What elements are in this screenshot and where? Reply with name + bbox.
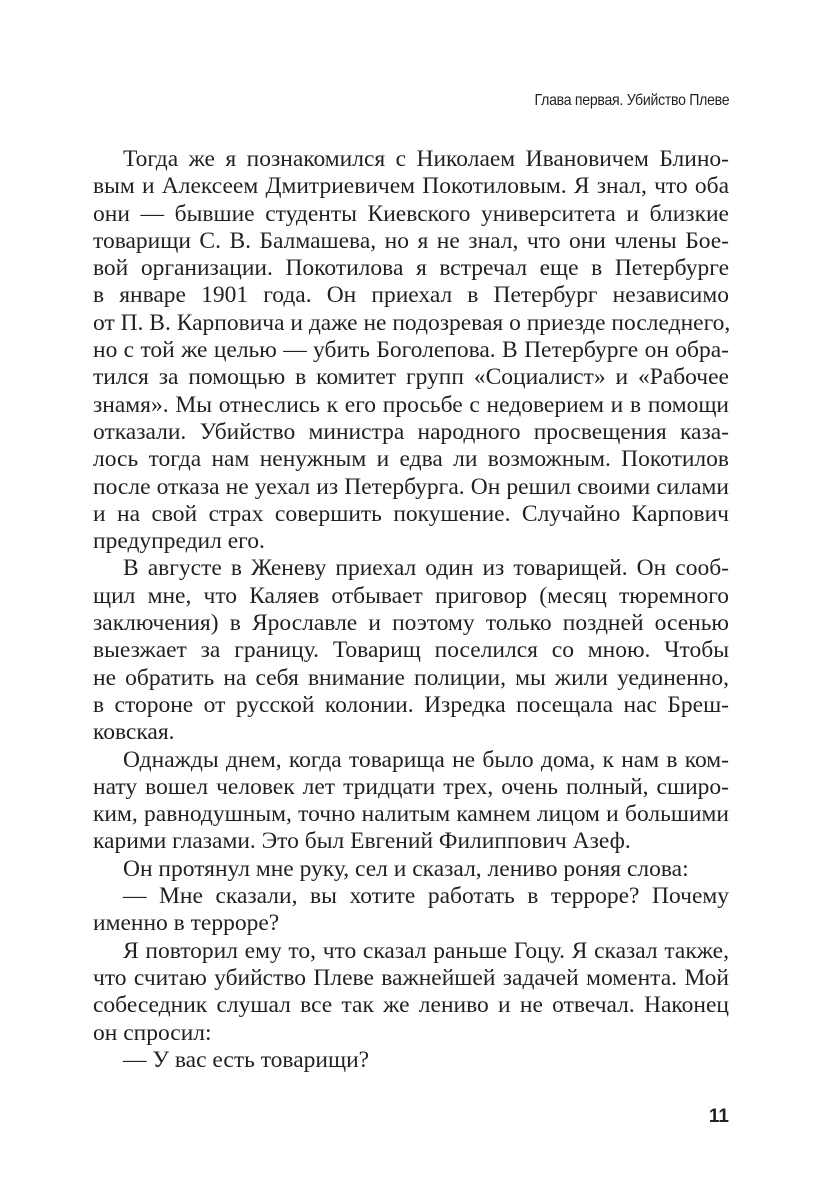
text-line: после отказа не уехал из Петербурга. Он решил своими силами: [93, 473, 729, 500]
running-header: Глава первая. Убийство Плеве: [534, 92, 729, 109]
text-line: выезжает за границу. Товарищ поселился со мною. Чтобы: [93, 637, 729, 664]
text-line: вым и Алексеем Дмитриевичем Покотиловым. Я знал, что оба: [93, 173, 729, 200]
text-line: щил мне, что Каляев отбывает приговор (месяц тюремного: [93, 582, 729, 609]
text-line: тился за помощью в комитет групп «Социалист» и «Рабочее: [93, 364, 729, 391]
body-text: [93, 146, 729, 1074]
text-line: Однажды днем, когда товарища не было дома, к нам в ком-: [123, 746, 729, 773]
text-line: Он протянул мне руку, сел и сказал, лениво роняя слова:: [123, 855, 689, 882]
paragraph: [93, 856, 729, 883]
text-line: — Мне сказали, вы хотите работать в терроре? Почему: [123, 883, 729, 910]
text-line: — У вас есть товарищи?: [123, 1046, 370, 1073]
text-line: лось тогда нам ненужным и едва ли возможным. Покотилов: [93, 446, 729, 473]
text-line: Я повторил ему то, что сказал раньше Гоцу. Я сказал также,: [123, 937, 729, 964]
text-line: в стороне от русской колонии. Изредка посещала нас Бреш-: [93, 691, 729, 718]
text-line: вой организации. Покотилова я встречал еще в Петербурге: [93, 255, 729, 282]
text-line: собеседник слушал все так же лениво и не отвечал. Наконец: [93, 992, 729, 1019]
text-line: что считаю убийство Плеве важнейшей задачей момента. Мой: [93, 964, 729, 991]
text-line: ковская.: [93, 719, 175, 746]
text-line: и на свой страх совершить покушение. Случайно Карпович: [93, 500, 729, 527]
text-line: знамя». Мы отнеслись к его просьбе с недоверием и в помощи: [93, 391, 729, 418]
text-line: он спросил:: [93, 1019, 212, 1046]
paragraph: [93, 146, 729, 555]
text-line: отказали. Убийство министра народного просвещения каза-: [93, 418, 729, 445]
paragraph: [93, 938, 729, 1047]
text-line: карими глазами. Это был Евгений Филиппович Азеф.: [93, 828, 631, 855]
page-number: 11: [708, 1106, 729, 1127]
text-line: В августе в Женеву приехал один из товарищей. Он сооб-: [123, 555, 729, 582]
paragraph: [93, 747, 729, 856]
paragraph: [93, 555, 729, 746]
text-line: ким, равнодушным, точно налитым камнем лицом и большими: [93, 801, 729, 828]
text-line: Тогда же я познакомился с Николаем Ивановичем Блино-: [123, 146, 729, 172]
text-line: но с той же целью — убить Боголепова. В Петербурге он обра-: [93, 337, 729, 364]
text-line: не обратить на себя внимание полиции, мы жили уединенно,: [93, 664, 729, 691]
text-line: от П. В. Карповича и даже не подозревая о приезде последнего,: [93, 309, 731, 336]
paragraph: [93, 1047, 729, 1074]
paragraph: [93, 883, 729, 938]
text-line: товарищи С. В. Балмашева, но я не знал, что они члены Бое-: [93, 227, 729, 254]
text-line: предупредил его.: [93, 528, 265, 555]
text-line: они — бывшие студенты Киевского университета и близкие: [93, 200, 729, 227]
text-line: нату вошел человек лет тридцати трех, очень полный, сширо-: [93, 773, 729, 800]
text-line: заключения) в Ярославле и поэтому только поздней осенью: [93, 610, 729, 637]
text-line: в январе 1901 года. Он приехал в Петербург независимо: [93, 282, 729, 309]
text-line: именно в терроре?: [93, 910, 280, 937]
